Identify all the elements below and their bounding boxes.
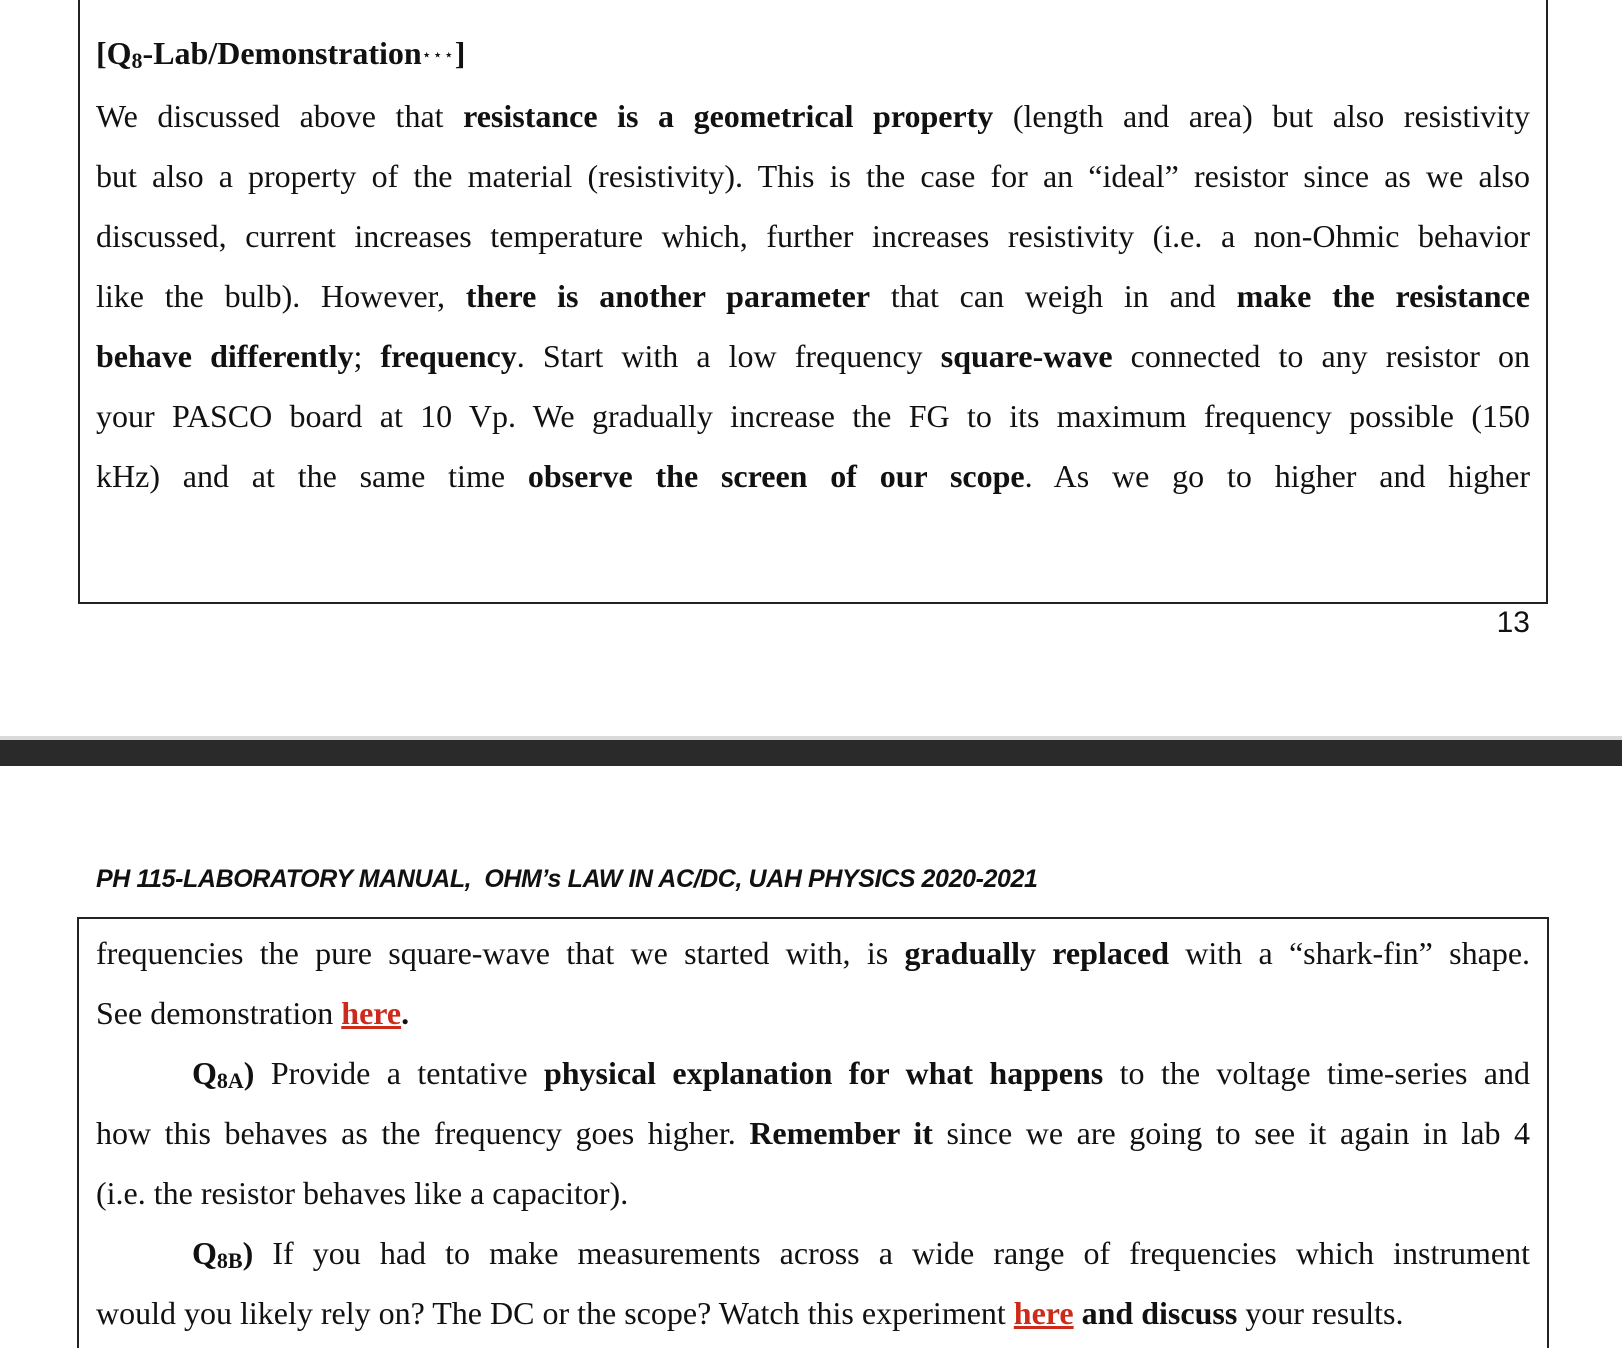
text-line: Q8B) If you had to make measurements across a wide range of frequencies which instrument xyxy=(192,1235,1530,1273)
text-line: We discussed above that resistance is a geometrical property (length and area) but also resistivity xyxy=(96,98,1531,134)
text-line: discussed, current increases temperature which, further increases resistivity (i.e. a non-Ohmic behavior xyxy=(96,218,1530,254)
text-line: your PASCO board at 10 Vp. We gradually increase the FG to its maximum frequency possible (150 xyxy=(96,398,1530,434)
continuation-paragraph xyxy=(96,923,1530,1043)
q8b-label: Q8B) xyxy=(192,1235,254,1273)
text-line: behave differently; frequency. Start with a low frequency square-wave connected to any resistor on xyxy=(96,338,1531,374)
text-line: how this behaves as the frequency goes higher. Remember it since we are going to see it again in lab 4 xyxy=(96,1115,1531,1151)
question-q8b xyxy=(96,1223,1530,1343)
question-paragraph xyxy=(96,86,1530,506)
page-number: 13 xyxy=(1496,606,1530,639)
question-q8a xyxy=(96,1043,1530,1223)
text-line: but also a property of the material (resistivity). This is the case for an “ideal” resistor since as we also xyxy=(96,158,1530,194)
question-heading: [Q8-Lab/Demonstration⋆⋆⋆] xyxy=(96,35,466,73)
text-line: like the bulb). However, there is another parameter that can weigh in and make the resistance xyxy=(96,278,1531,314)
q8a-label: Q8A) xyxy=(192,1055,255,1093)
running-header: PH 115-LABORATORY MANUAL, OHM’s LAW IN AC/DC, UAH PHYSICS 2020-2021 xyxy=(96,865,1038,893)
text-line: frequencies the pure square-wave that we started with, is gradually replaced with a “shark-fin” shape. xyxy=(96,935,1531,971)
difficulty-stars: ⋆⋆⋆ xyxy=(421,47,455,64)
text-line: See demonstration here. xyxy=(96,995,410,1031)
text-line: kHz) and at the same time observe the screen of our scope. As we go to higher and higher xyxy=(96,458,1531,494)
experiment-link[interactable]: here xyxy=(1013,1295,1074,1331)
text-line: (i.e. the resistor behaves like a capacitor). xyxy=(96,1175,629,1211)
text-line: would you likely rely on? The DC or the scope? Watch this experiment here and discuss your results. xyxy=(96,1295,1404,1331)
demonstration-link[interactable]: here xyxy=(341,995,402,1031)
page-separator xyxy=(0,740,1622,766)
document-page-14 xyxy=(0,766,1622,1348)
text-line: Q8A) Provide a tentative physical explanation for what happens to the voltage time-series and xyxy=(192,1055,1531,1093)
